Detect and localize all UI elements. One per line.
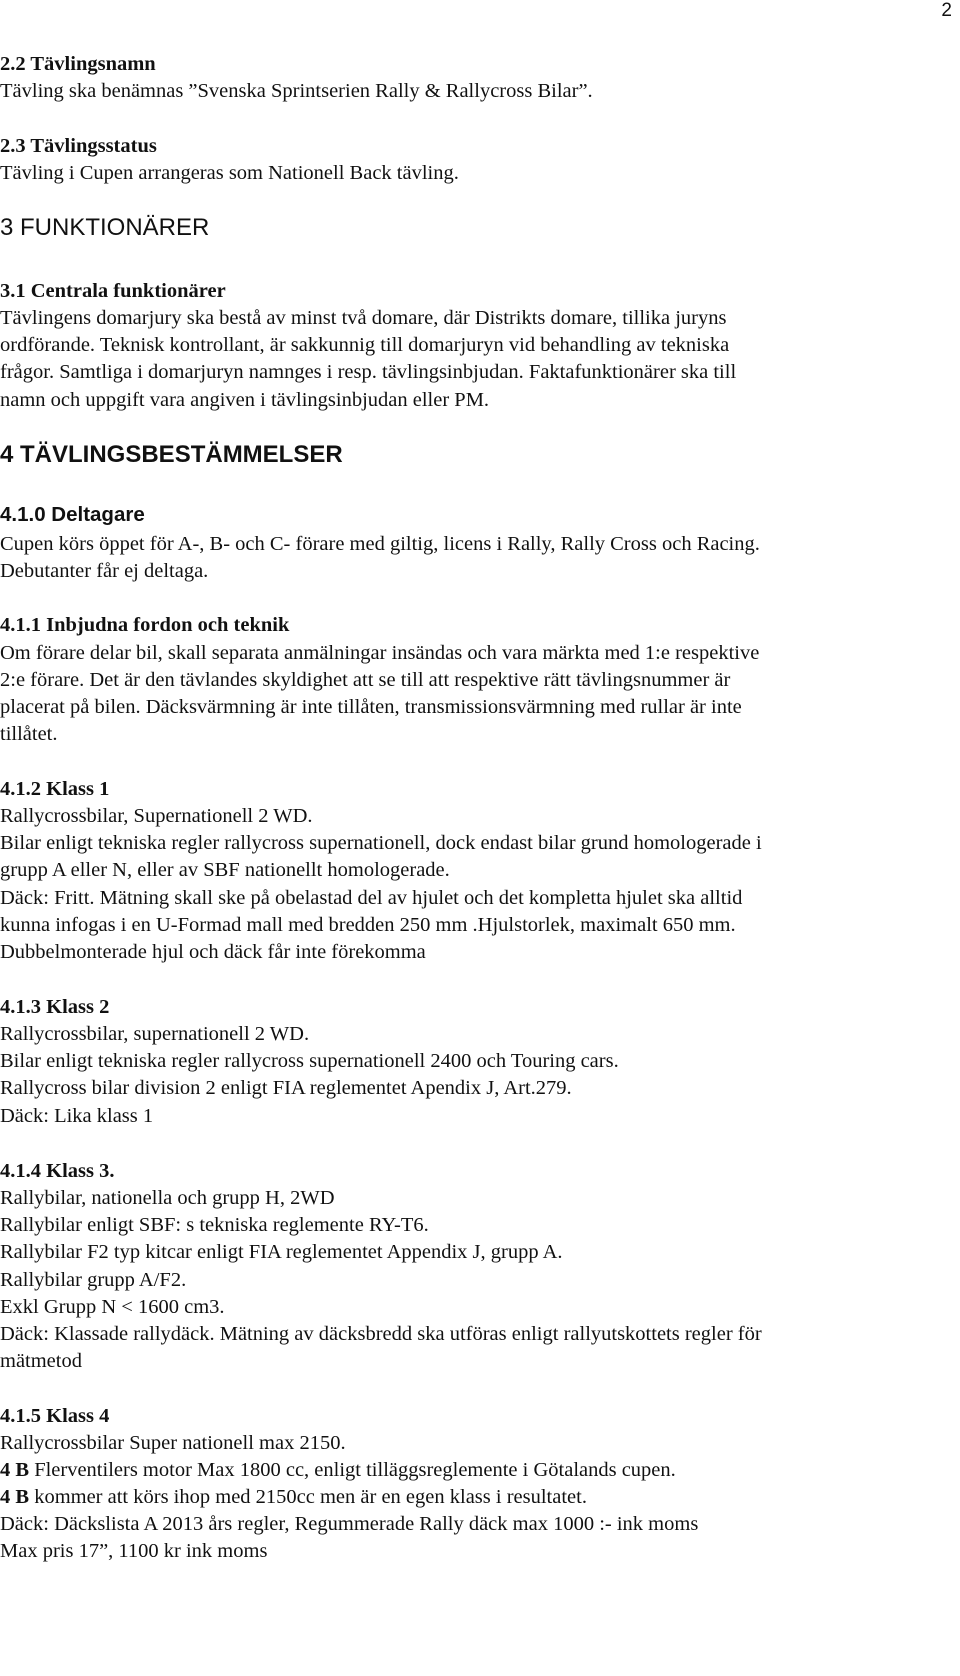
paragraph-line: Debutanter får ej deltaga. [0,560,209,582]
paragraph-line: frågor. Samtliga i domarjuryn namnges i resp. tävlingsinbjudan. Faktafunktionärer ska till [0,361,737,383]
paragraph-line: Cupen körs öppet för A-, B- och C- förare med giltig, licens i Rally, Rally Cross och Racing. [0,533,760,555]
paragraph-line: 2:e förare. Det är den tävlandes skyldighet att se till att respektive rätt tävlingsnummer är [0,669,731,691]
section-heading-2-2: 2.2 Tävlingsnamn [0,53,156,75]
paragraph-line: tillåtet. [0,723,58,745]
line-text: Flerventilers motor Max 1800 cc, enligt tilläggsreglemente i Götalands cupen. [29,1459,676,1481]
paragraph-line: ordförande. Teknisk kontrollant, är sakkunnig till domarjuryn vid behandling av tekniska [0,334,730,356]
paragraph-line: Dubbelmonterade hjul och däck får inte förekomma [0,941,426,963]
paragraph-line: Tävlingens domarjury ska bestå av minst två domare, där Distrikts domare, tillika juryns [0,307,727,329]
paragraph-line: namn och uppgift vara angiven i tävlingsinbjudan eller PM. [0,389,490,411]
section-heading-3-1: 3.1 Centrala funktionärer [0,280,226,302]
paragraph-2-2: Tävling ska benämnas ”Svenska Sprintserien Rally & Rallycross Bilar”. [0,80,593,102]
paragraph-line: Rallybilar grupp A/F2. [0,1269,187,1291]
paragraph-line: Rallybilar F2 typ kitcar enligt FIA reglementet Appendix J, grupp A. [0,1241,563,1263]
paragraph-line: Rallycross bilar division 2 enligt FIA reglementet Apendix J, Art.279. [0,1077,572,1099]
paragraph-line: Däck: Fritt. Mätning skall ske på obelastad del av hjulet och det kompletta hjulet ska alltid [0,887,743,909]
section-heading-4-1-2: 4.1.2 Klass 1 [0,778,110,800]
paragraph-line: kunna infogas i en U-Formad mall med bredden 250 mm .Hjulstorlek, maximalt 650 mm. [0,914,736,936]
section-heading-4-1-1: 4.1.1 Inbjudna fordon och teknik [0,614,290,636]
section-heading-4-1-0: 4.1.0 Deltagare [0,503,145,526]
paragraph-line: Däck: Klassade rallydäck. Mätning av däcksbredd ska utföras enligt rallyutskottets regler för [0,1323,762,1345]
paragraph-2-3: Tävling i Cupen arrangeras som Nationell Back tävling. [0,162,459,184]
section-heading-2-3: 2.3 Tävlingsstatus [0,135,157,157]
paragraph-line: grupp A eller N, eller av SBF nationellt homologerade. [0,859,450,881]
paragraph-line: Rallybilar enligt SBF: s tekniska reglemente RY-T6. [0,1214,429,1236]
line-text: kommer att körs ihop med 2150cc men är en egen klass i resultatet. [29,1486,587,1508]
page-number: 2 [941,0,952,21]
paragraph-line: placerat på bilen. Däcksvärmning är inte tillåten, transmissionsvärmning med rullar är inte [0,696,742,718]
paragraph-line: Rallycrossbilar, supernationell 2 WD. [0,1023,310,1045]
class-label: 4 B [0,1486,30,1508]
paragraph-line [0,1458,676,1482]
paragraph-line: Bilar enligt tekniska regler rallycross supernationell 2400 och Touring cars. [0,1050,619,1072]
chapter-heading-3: 3 FUNKTIONÄRER [0,214,210,241]
paragraph-line: Rallybilar, nationella och grupp H, 2WD [0,1187,335,1209]
paragraph-line: Rallycrossbilar, Supernationell 2 WD. [0,805,313,827]
section-heading-4-1-3: 4.1.3 Klass 2 [0,996,110,1018]
section-heading-4-1-5: 4.1.5 Klass 4 [0,1405,110,1427]
class-label: 4 B [0,1459,30,1481]
paragraph-line: Däck: Däckslista A 2013 års regler, Regummerade Rally däck max 1000 :- ink moms [0,1513,699,1535]
paragraph-line: Däck: Lika klass 1 [0,1105,154,1127]
paragraph-line: Exkl Grupp N < 1600 cm3. [0,1296,225,1318]
section-heading-4-1-4: 4.1.4 Klass 3. [0,1160,115,1182]
paragraph-line: Max pris 17”, 1100 kr ink moms [0,1540,268,1562]
paragraph-line: Om förare delar bil, skall separata anmälningar insändas och vara märkta med 1:e respektive [0,642,760,664]
paragraph-line: Bilar enligt tekniska regler rallycross supernationell, dock endast bilar grund homologerade i [0,832,762,854]
paragraph-line [0,1485,587,1509]
chapter-heading-4: 4 TÄVLINGSBESTÄMMELSER [0,441,343,468]
paragraph-line: Rallycrossbilar Super nationell max 2150. [0,1432,346,1454]
paragraph-line: mätmetod [0,1350,82,1372]
